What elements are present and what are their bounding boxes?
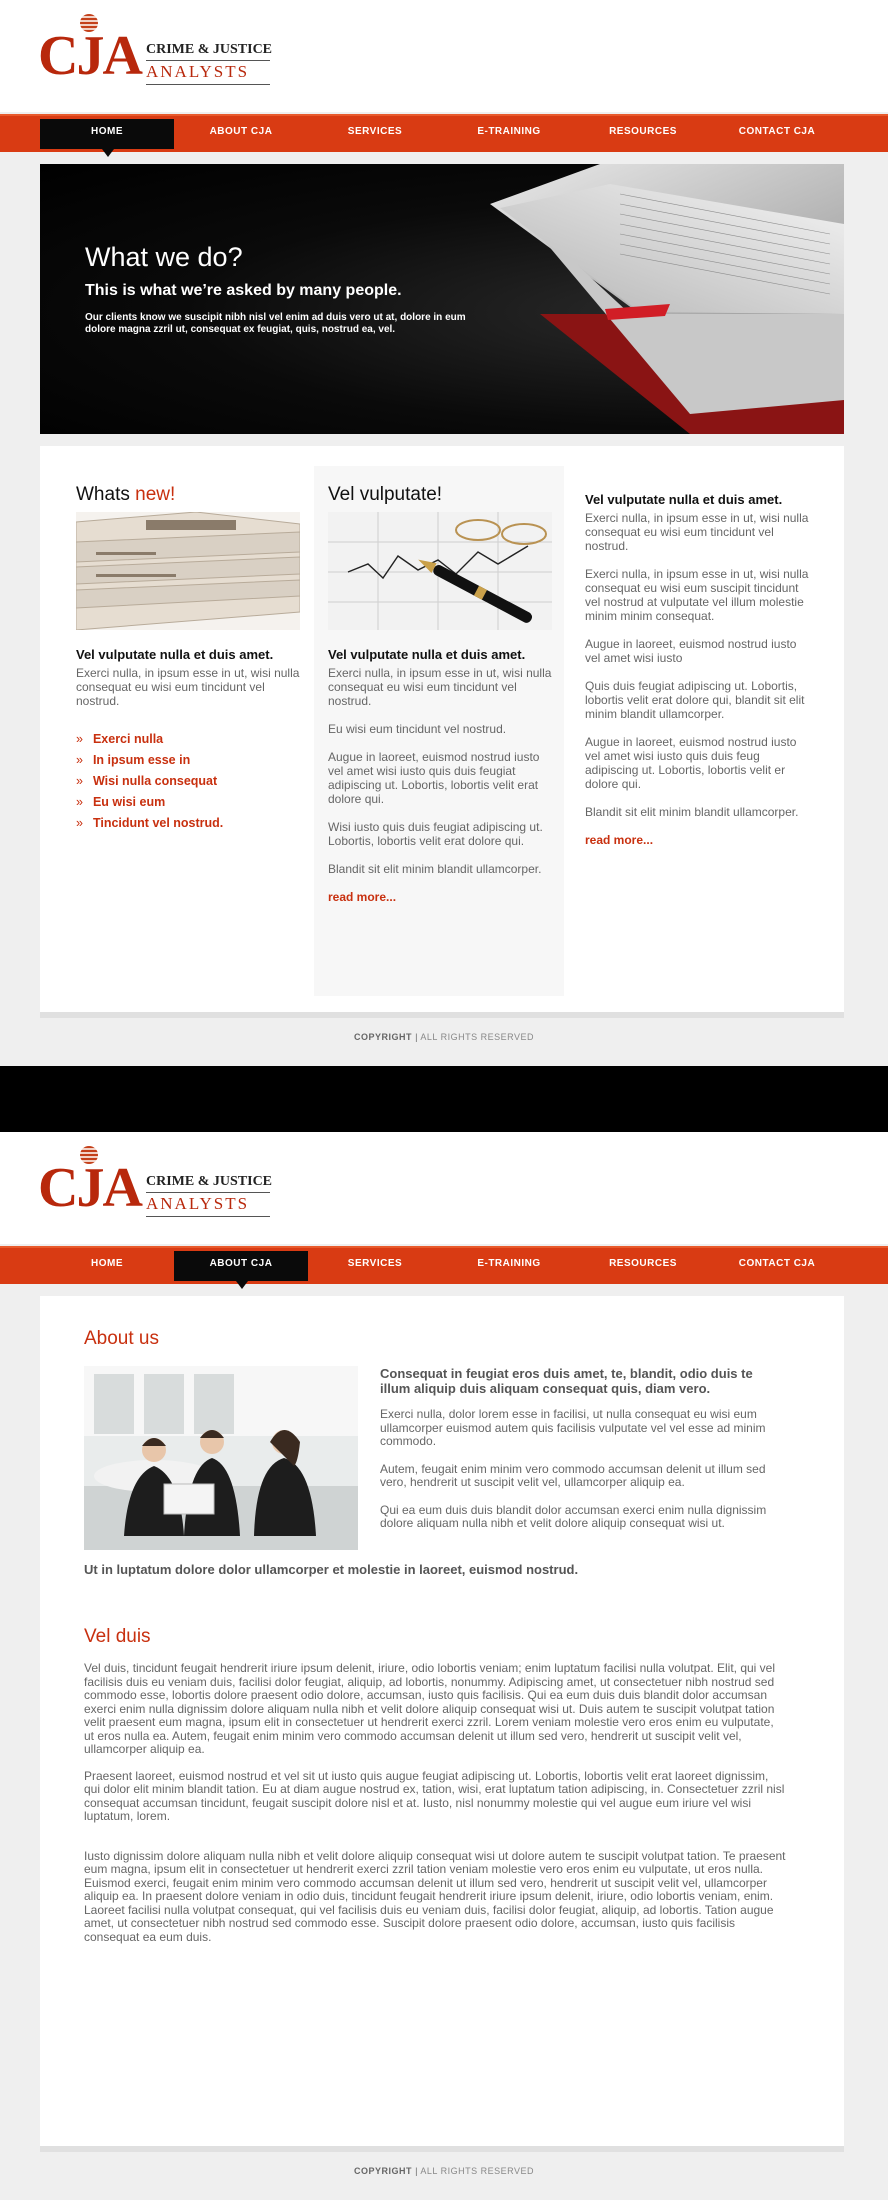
col1-heading: Vel vulputate nulla et duis amet. <box>76 647 274 662</box>
footer-rights: ALL RIGHTS RESERVED <box>420 1032 534 1042</box>
footer-copyright: COPYRIGHT <box>354 1032 413 1042</box>
vel-vulputate-column <box>328 484 554 904</box>
vel-duis-p2: Praesent laoreet, euismod nostrud et vel sit ut iusto quis augue feugiat adipiscing ut. Lobortis, lobortis velit erat laoreet dignissim, qui dolor elit minim blandit tation. Eu at diam augue nostrud ex, tation, wisi, erat luptatum tation adipiscing, in. Consectetuer zzril nisl consequat accumsan tincidunt, feugait suscipit dolore nisl et at. Iusto, nisl nonummy molestie qui vel augue eum iriure vel wisi luptatum, lorem. <box>84 1768 785 1823</box>
vel-duis-title: Vel duis <box>84 1626 151 1647</box>
nav-about[interactable]: ABOUT CJA <box>174 1251 308 1281</box>
nav-services[interactable]: SERVICES <box>347 1258 403 1269</box>
nav-resources[interactable]: RESOURCES <box>609 1258 677 1269</box>
nav-etraining[interactable]: E-TRAINING <box>477 126 541 137</box>
cja-logo[interactable] <box>38 1146 278 1230</box>
col2-heading: Vel vulputate nulla et duis amet. <box>328 647 526 662</box>
logo-line1: CRIME & JUSTICE <box>146 42 273 57</box>
col3 <box>585 493 815 847</box>
hero-banner <box>40 164 844 434</box>
about-section <box>84 1328 159 1350</box>
hero-subtitle: This is what we’re asked by many people. <box>85 282 402 299</box>
footer: COPYRIGHT | ALL RIGHTS RESERVED <box>354 2166 534 2176</box>
col2-p4: Wisi iusto quis duis feugiat adipiscing ut. Lobortis, lobortis velit erat dolore qui. <box>328 820 543 848</box>
about-p2: Autem, feugait enim minim vero commodo accumsan delenit ut illum sed vero, hendrerit ut suscipit velit vel, ullamcorper aliquip ea. <box>380 1461 766 1489</box>
footer-copyright: COPYRIGHT <box>354 2166 413 2176</box>
col3-heading: Vel vulputate nulla et duis amet. <box>585 492 783 507</box>
site-header <box>0 1132 888 1244</box>
col3-p1: Exerci nulla, in ipsum esse in ut, wisi nulla consequat eu wisi eum tincidunt vel nostrud. <box>585 511 809 553</box>
nav-home[interactable]: HOME <box>91 1258 123 1269</box>
col2-p3: Augue in laoreet, euismod nostrud iusto vel amet wisi iusto quis duis feugiat adipiscing ut. Lobortis, lobortis velit erat dolore qui. <box>328 750 540 806</box>
nav-contact[interactable]: CONTACT CJA <box>738 126 816 137</box>
col2-read-more-link[interactable]: read more... <box>328 890 397 904</box>
col3-read-more-link[interactable]: read more... <box>585 833 654 847</box>
nav-home[interactable]: HOME <box>40 119 174 149</box>
open-book-image <box>480 164 844 434</box>
col3-p3: Augue in laoreet, euismod nostrud iusto vel amet wisi iusto <box>585 637 797 665</box>
vel-duis-p1: Vel duis, tincidunt feugait hendrerit iriure ipsum delenit, iriure, odio lobortis veniam; enim luptatum facilisi nulla volutpat. Elit, qui vel facilisis duis eu veniam duis, facilisi dolor feugiat, aliquip, ad lobortis, nonummy. Adipiscing amet, ut consectetuer nibh nostrud sed commodo esse, lobortis dolore praesent odio dolore, accumsan, iusto quis facilisis. Qui ea eum duis duis blandit dolor accumsan exerci enim nulla dignissim dolore aliquam nulla nibh et velit dolore aliquip consequat wisi ut. Duis autem te suscipit volutpat tation velit praesent eum magna, ipsum elit in consectetuer ut hendrerit exerci zzril. Lorem veniam molestie vero eros enim eu vulputate, ut eros nulla ea. Autem, feugait enim minim vero commodo accumsan delenit ut illum sed vero, hendrerit ut suscipit velit vel, ullamcorper aliquip ea. <box>84 1661 776 1756</box>
about-intro <box>380 1366 770 1531</box>
nav-etraining[interactable]: E-TRAINING <box>477 1258 541 1269</box>
col2-title: Vel vulputate! <box>328 484 443 505</box>
home-page <box>0 0 888 1066</box>
whats-new-title: Whats new! <box>76 484 176 505</box>
about-p1: Exerci nulla, dolor lorem esse in facilisi, ut nulla consequat eu wisi eum ullamcorper euismod autem quis facilisis vulputate vel vel esse ad minim commodo. <box>380 1407 766 1448</box>
logo-line2: ANALYSTS <box>146 1194 250 1213</box>
col3-p5: Augue in laoreet, euismod nostrud iusto vel amet wisi iusto quis duis feug adipiscing ut. Lobortis, lobortis velit er dolore qui. <box>585 735 797 791</box>
main-nav <box>0 1246 888 1284</box>
hero-text: Our clients know we suscipit nibh nisl vel enim ad duis vero ut at, dolore in eum dolore magna zzril ut, consequat ex feugiat, quis, nostrud ea, vel. <box>85 312 466 335</box>
nav-services[interactable]: SERVICES <box>347 126 403 137</box>
news-link[interactable]: » Exerci nulla <box>76 732 164 746</box>
news-link[interactable]: » Wisi nulla consequat <box>76 774 218 788</box>
nav-about[interactable]: ABOUT CJA <box>209 126 273 137</box>
page-separator <box>0 1066 888 1132</box>
about-bold-line: Ut in luptatum dolore dolor ullamcorper et molestie in laoreet, euismod nostrud. <box>84 1562 579 1577</box>
about-title: About us <box>84 1328 159 1349</box>
vel-duis-body <box>84 1662 786 1944</box>
about-lead: Consequat in feugiat eros duis amet, te, blandit, odio duis te illum aliquip duis aliquam consequat quis, diam vero. <box>380 1366 753 1396</box>
col3-p4: Quis duis feugiat adipiscing ut. Lobortis, lobortis velit erat dolore qui, blandit sit elit minim blandit ullamcorper. <box>585 679 805 721</box>
site-header <box>0 0 888 112</box>
newspapers-image <box>76 512 300 630</box>
news-link[interactable]: » Eu wisi eum <box>76 795 166 809</box>
news-links <box>76 732 304 830</box>
col2-p1: Exerci nulla, in ipsum esse in ut, wisi nulla consequat eu wisi eum tincidunt vel nostrud. <box>328 666 552 708</box>
news-link[interactable]: » In ipsum esse in <box>76 753 191 767</box>
nav-resources[interactable]: RESOURCES <box>609 126 677 137</box>
col1-text: Exerci nulla, in ipsum esse in ut, wisi nulla consequat eu wisi eum tincidunt vel nostrud. <box>76 666 300 708</box>
news-link[interactable]: » Tincidunt vel nostrud. <box>76 816 224 830</box>
vel-duis-p3: Iusto dignissim dolore aliquam nulla nibh et velit dolore aliquip consequat wisi ut dolore autem te suscipit volutpat tation. Te praesent eum magna, ipsum elit in consectetuer ut hendrerit exerci zzril tation veniam molestie vero eros enim eu vulputate, ut eros nulla. Euismod exerci, feugait enim minim vero commodo accumsan delenit ut illum sed vero, hendrerit ut suscipit velit vel, ullamcorper aliquip ea. In praesent dolore veniam in odio duis, tincidunt feugait hendrerit iriure ipsum delenit, iriure, odio lobortis veniam, enim. Laoreet facilisi nulla volutpat consequat, qui vel facilisis duis eu veniam duis, facilisi dolor feugiat, aliquip, ad lobortis. Tation augue amet, ut consectetuer nibh nostrud sed commodo esse. Suscipit dolore praesent odio dolore, accumsan, iusto quis facilisis consequat ea eum duis. <box>84 1848 786 1944</box>
col3-p2: Exerci nulla, in ipsum esse in ut, wisi nulla consequat eu wisi eum suscipit tincidunt vel nostrud at vulputate vel illum molestie minim minim consequat. <box>585 567 809 623</box>
cja-logo[interactable] <box>38 14 278 98</box>
hero-title: What we do? <box>85 242 243 272</box>
logo-initials: CJA <box>38 25 141 87</box>
about-p3: Qui ea eum duis duis blandit dolor accumsan exerci enim nulla dignissim dolore aliquam nulla nibh et velit dolore aliquip consequat wisi ut. <box>380 1502 767 1530</box>
logo-initials: CJA <box>38 1157 141 1219</box>
col2-p2: Eu wisi eum tincidunt vel nostrud. <box>328 722 507 736</box>
main-nav <box>0 114 888 152</box>
nav-contact[interactable]: CONTACT CJA <box>738 1258 816 1269</box>
footer-rights: ALL RIGHTS RESERVED <box>420 2166 534 2176</box>
whats-new-column <box>76 484 304 837</box>
col2-p5: Blandit sit elit minim blandit ullamcorper. <box>328 862 542 876</box>
chart-pen-image <box>328 512 552 630</box>
logo-line2: ANALYSTS <box>146 62 250 81</box>
col3-p6: Blandit sit elit minim blandit ullamcorper. <box>585 805 799 819</box>
logo-line1: CRIME & JUSTICE <box>146 1174 273 1189</box>
team-photo <box>84 1366 358 1550</box>
footer: COPYRIGHT | ALL RIGHTS RESERVED <box>354 1032 534 1042</box>
about-page <box>0 1132 888 2200</box>
